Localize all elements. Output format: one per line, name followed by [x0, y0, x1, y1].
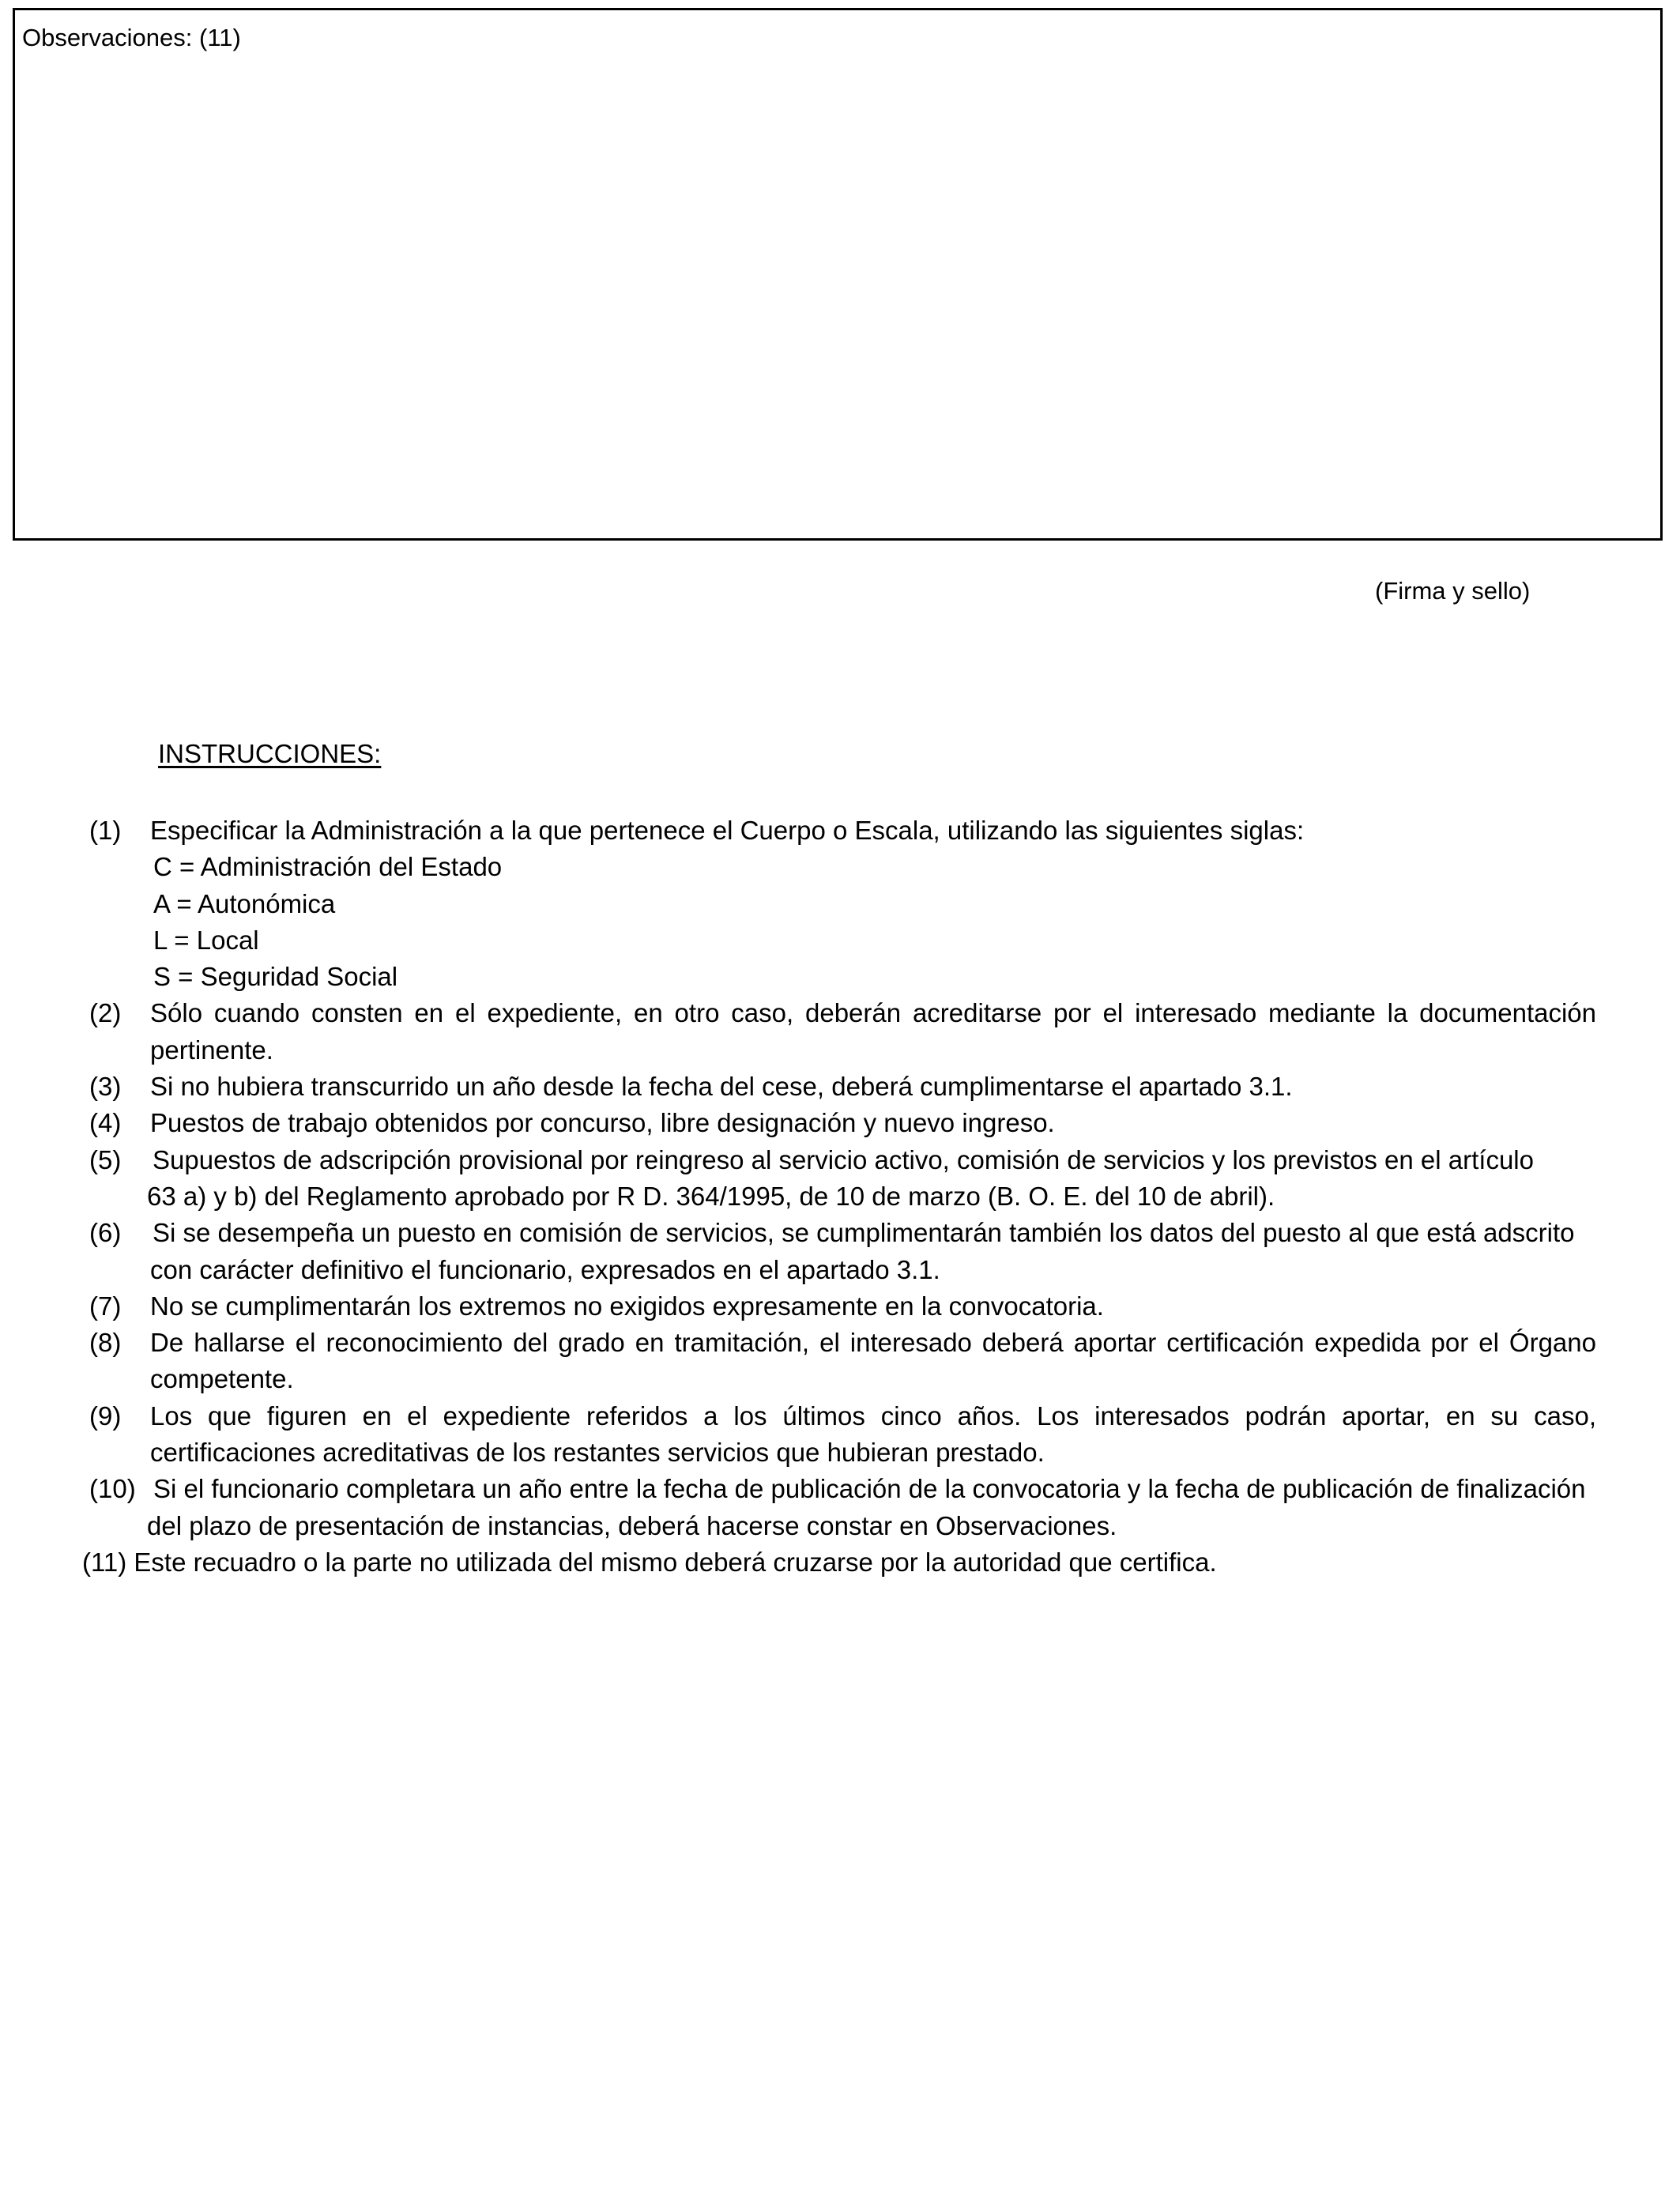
note-5-number: (5)	[89, 1144, 122, 1174]
note-4	[0, 1105, 1680, 1141]
sigla-l: L = Local	[153, 925, 259, 955]
note-3	[0, 1069, 1680, 1105]
instrucciones-list	[0, 812, 1680, 1581]
note-5-line-1: Supuestos de adscripción provisional por reingreso al servicio activo, comisión de servicios y los previstos en el artículo	[153, 1144, 1534, 1174]
note-7	[0, 1288, 1680, 1325]
sigla-a: A = Autonómica	[153, 888, 336, 918]
note-10-line-2: del plazo de presentación de instancias, deberá hacerse constar en Observaciones.	[147, 1510, 1117, 1540]
note-10-number: (10)	[89, 1474, 136, 1504]
note-4-number: (4)	[89, 1108, 122, 1138]
note-8-text: De hallarse el reconocimiento del grado en tramitación, el interesado deberá aportar certificación expedida por el Órgano competente.	[150, 1328, 1596, 1394]
note-8-number: (8)	[89, 1328, 122, 1358]
note-3-text: Si no hubiera transcurrido un año desde la fecha del cese, deberá cumplimentarse el apartado 3.1.	[150, 1072, 1293, 1102]
note-2-number: (2)	[89, 998, 122, 1028]
note-2-text: Sólo cuando consten en el expediente, en otro caso, deberán acreditarse por el interesado mediante la documentación pertinente.	[150, 998, 1596, 1065]
note-6-number: (6)	[89, 1218, 122, 1248]
note-5	[0, 1142, 1680, 1216]
observaciones-label: Observaciones: (11)	[22, 24, 241, 51]
note-9-text: Los que figuren en el expediente referidos a los últimos cinco años. Los interesados podrán aportar, en su caso, certificaciones acreditativas de los restantes servicios que hubieran prestado.	[150, 1400, 1596, 1468]
sigla-s: S = Seguridad Social	[153, 962, 398, 992]
note-2	[0, 995, 1680, 1069]
note-6-line-1: Si se desempeña un puesto en comisión de servicios, se cumplimentarán también los datos del puesto al que está adscrito	[153, 1218, 1575, 1248]
note-3-number: (3)	[89, 1072, 122, 1102]
note-1-text: Especificar la Administración a la que pertenece el Cuerpo o Escala, utilizando las siguientes siglas:	[150, 816, 1305, 845]
note-1	[0, 812, 1680, 995]
instrucciones-title: INSTRUCCIONES:	[158, 739, 382, 768]
note-6	[0, 1215, 1680, 1288]
observaciones-box	[13, 8, 1663, 541]
note-9	[0, 1398, 1680, 1472]
note-7-number: (7)	[89, 1291, 122, 1321]
sigla-c: C = Administración del Estado	[153, 852, 503, 882]
note-10	[0, 1471, 1680, 1544]
note-4-text: Puestos de trabajo obtenidos por concurso, libre designación y nuevo ingreso.	[150, 1108, 1055, 1138]
note-7-text: No se cumplimentarán los extremos no exigidos expresamente en la convocatoria.	[150, 1291, 1104, 1321]
note-10-line-1: Si el funcionario completara un año entre la fecha de publicación de la convocatoria y la fecha de publicación de finalización	[153, 1474, 1586, 1504]
note-6-line-2: con carácter definitivo el funcionario, expresados en el apartado 3.1.	[150, 1254, 940, 1284]
note-1-number: (1)	[89, 816, 122, 845]
firma-y-sello: (Firma y sello)	[1375, 577, 1531, 605]
note-8	[0, 1325, 1680, 1398]
note-5-line-2: 63 a) y b) del Reglamento aprobado por R D. 364/1995, de 10 de marzo (B. O. E. del 10 de abril).	[147, 1181, 1275, 1211]
note-11: (11) Este recuadro o la parte no utilizada del mismo deberá cruzarse por la autoridad que certifica.	[82, 1547, 1217, 1577]
note-9-number: (9)	[89, 1400, 122, 1431]
